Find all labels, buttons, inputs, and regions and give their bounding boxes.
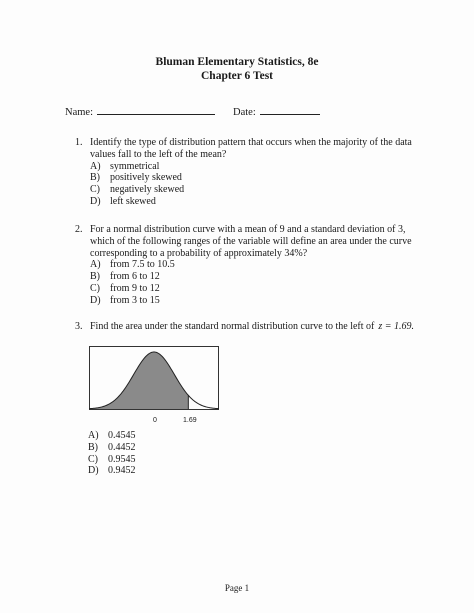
normal-curve-figure <box>89 346 219 410</box>
option-d[interactable] <box>90 295 432 307</box>
option-text: symmetrical <box>110 160 160 172</box>
question-text: Identify the type of distribution pattern that occurs when the majority of the data values fall to the left of the mean? <box>90 137 412 160</box>
shaded-area <box>89 352 188 409</box>
option-letter: A) <box>90 160 101 172</box>
option-letter: A) <box>90 259 101 271</box>
question-text: For a normal distribution curve with a mean of 9 and a standard deviation of 3, which of the following ranges of the variable will define an area under the curve corresponding to a probability of approximately 34%? <box>90 224 412 259</box>
date-label: Date: <box>233 107 256 118</box>
option-text: positively skewed <box>110 172 182 184</box>
option-letter: D) <box>90 294 101 306</box>
date-blank-line[interactable] <box>260 104 320 115</box>
tick-label-z: 1.69 <box>183 417 197 424</box>
option-c[interactable] <box>88 454 136 466</box>
question-3-options <box>88 430 136 477</box>
option-text: left skewed <box>110 195 156 207</box>
option-letter: C) <box>88 453 98 465</box>
option-letter: D) <box>88 465 99 477</box>
option-b[interactable] <box>88 442 136 454</box>
question-number: 1. <box>75 137 83 148</box>
option-text: from 7.5 to 10.5 <box>110 259 175 271</box>
option-a[interactable] <box>90 161 432 173</box>
question-3 <box>75 321 414 333</box>
option-letter: B) <box>88 441 98 453</box>
question-number: 3. <box>75 321 83 332</box>
document-subtitle: Chapter 6 Test <box>201 70 273 82</box>
option-c[interactable] <box>90 184 432 196</box>
name-blank-line[interactable] <box>97 104 215 115</box>
option-letter: C) <box>90 282 100 294</box>
option-letter: D) <box>90 195 101 207</box>
option-text: negatively skewed <box>110 184 185 196</box>
option-a[interactable] <box>90 259 432 271</box>
option-text: from 3 to 15 <box>110 294 160 306</box>
question-1 <box>75 137 432 208</box>
question-text: Find the area under the standard normal distribution curve to the left of <box>90 321 375 332</box>
option-a[interactable] <box>88 430 136 442</box>
option-b[interactable] <box>90 271 432 283</box>
option-b[interactable] <box>90 172 432 184</box>
question-number: 2. <box>75 224 83 235</box>
question-2 <box>75 224 432 307</box>
name-label: Name: <box>65 107 93 118</box>
name-date-row <box>65 104 320 118</box>
page-number: Page 1 <box>224 583 250 593</box>
option-text: 0.4452 <box>108 441 136 453</box>
tick-label-zero: 0 <box>153 417 157 424</box>
option-d[interactable] <box>88 465 136 477</box>
option-text: 0.9452 <box>108 465 136 477</box>
option-text: 0.9545 <box>108 453 136 465</box>
option-letter: A) <box>88 430 99 441</box>
option-letter: B) <box>90 172 100 184</box>
option-d[interactable] <box>90 196 432 208</box>
z-expression: z = 1.69. <box>378 321 415 332</box>
option-letter: B) <box>90 271 100 283</box>
option-c[interactable] <box>90 283 432 295</box>
option-letter: C) <box>90 184 100 196</box>
document-title: Bluman Elementary Statistics, 8e <box>155 56 319 68</box>
option-text: 0.4545 <box>108 430 136 441</box>
option-text: from 9 to 12 <box>110 282 160 294</box>
option-text: from 6 to 12 <box>110 271 160 283</box>
